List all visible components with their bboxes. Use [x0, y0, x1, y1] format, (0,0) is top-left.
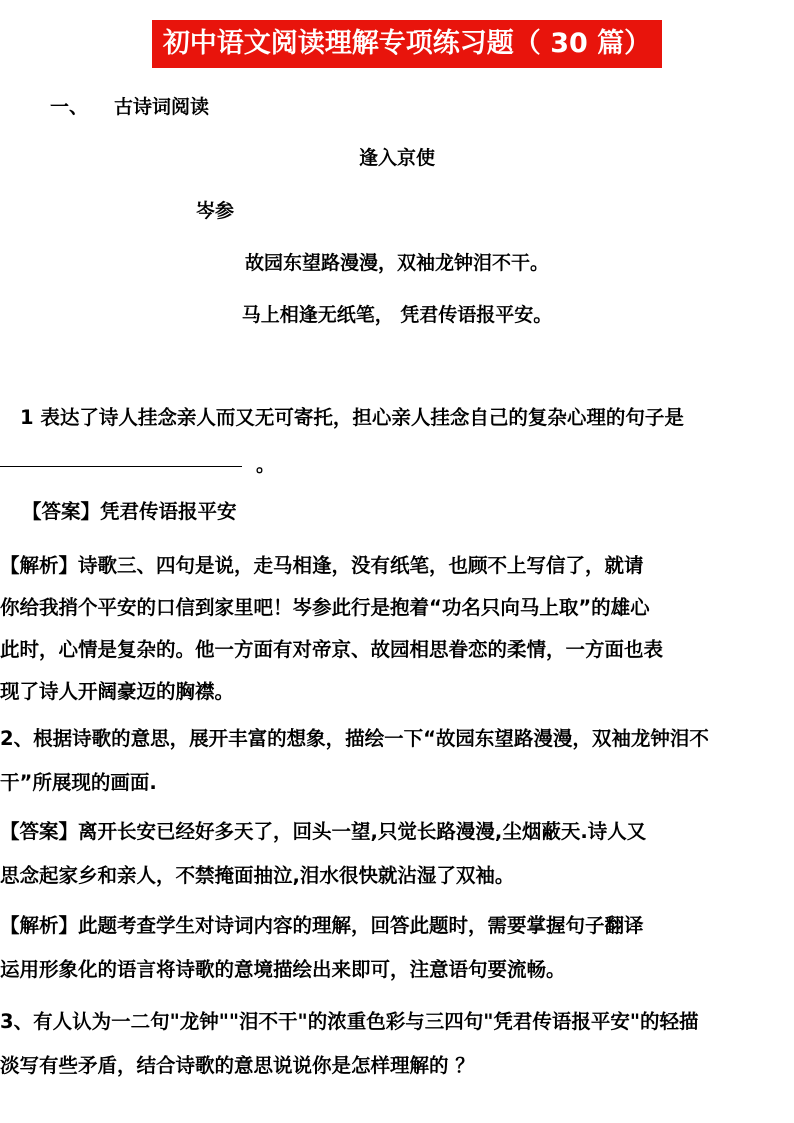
question-2 [0, 717, 794, 805]
explanation-1 [0, 545, 794, 713]
answer-2-line: 【答案】离开长安已经好多天了，回头一望,只觉长路漫漫,尘烟蔽天.诗人又 [0, 820, 647, 843]
poem-author: 岑参 [196, 200, 235, 222]
section-heading: 古诗词阅读 [114, 96, 210, 118]
question-2-line: 2、根据诗歌的意思，展开丰富的想象，描绘一下“故园东望路漫漫，双袖龙钟泪不 [0, 727, 709, 750]
answer-1-text: 【答案】凭君传语报平安 [22, 500, 237, 523]
question-2-line: 干”所展现的画面. [0, 771, 157, 794]
question-3 [0, 1000, 794, 1088]
section-number: 一、 [50, 96, 89, 118]
answer-blank-line [0, 466, 242, 467]
question-1-end: 。 [256, 454, 276, 476]
question-3-line: 淡写有些矛盾，结合诗歌的意思说说你是怎样理解的 ？ [0, 1054, 475, 1077]
question-3-line: 3、有人认为一二句"龙钟""泪不干"的浓重色彩与三四句"凭君传语报平安"的轻描 [0, 1010, 699, 1033]
explanation-1-line: 现了诗人开阔豪迈的胸襟。 [0, 680, 235, 703]
explanation-2-line: 【解析】此题考查学生对诗词内容的理解，回答此题时，需要掌握句子翻译 [0, 914, 644, 937]
explanation-1-line: 【解析】诗歌三、四句是说，走马相逢，没有纸笔，也顾不上写信了，就请 [0, 554, 644, 577]
answer-2 [0, 810, 794, 898]
question-1: 1 表达了诗人挂念亲人而又无可寄托，担心亲人挂念自己的复杂心理的句子是 [20, 406, 684, 429]
poem-line: 马上相逢无纸笔， 凭君传语报平安。 [241, 304, 553, 326]
poem-title: 逢入京使 [358, 147, 435, 169]
explanation-2 [0, 904, 794, 992]
poem-line: 故园东望路漫漫，双袖龙钟泪不干。 [244, 252, 549, 274]
document-title: 初中语文阅读理解专项练习题（ 30 篇） [152, 20, 662, 68]
explanation-1-line: 此时，心情是复杂的。他一方面有对帝京、故园相思眷恋的柔情，一方面也表 [0, 638, 664, 661]
explanation-2-line: 运用形象化的语言将诗歌的意境描绘出来即可，注意语句要流畅。 [0, 958, 566, 981]
answer-2-line: 思念起家乡和亲人，不禁掩面抽泣,泪水很快就沾湿了双袖。 [0, 864, 515, 887]
answer-1 [0, 492, 794, 532]
explanation-1-line: 你给我捎个平安的口信到家里吧！岑参此行是抱着“功名只向马上取”的雄心 [0, 596, 650, 619]
